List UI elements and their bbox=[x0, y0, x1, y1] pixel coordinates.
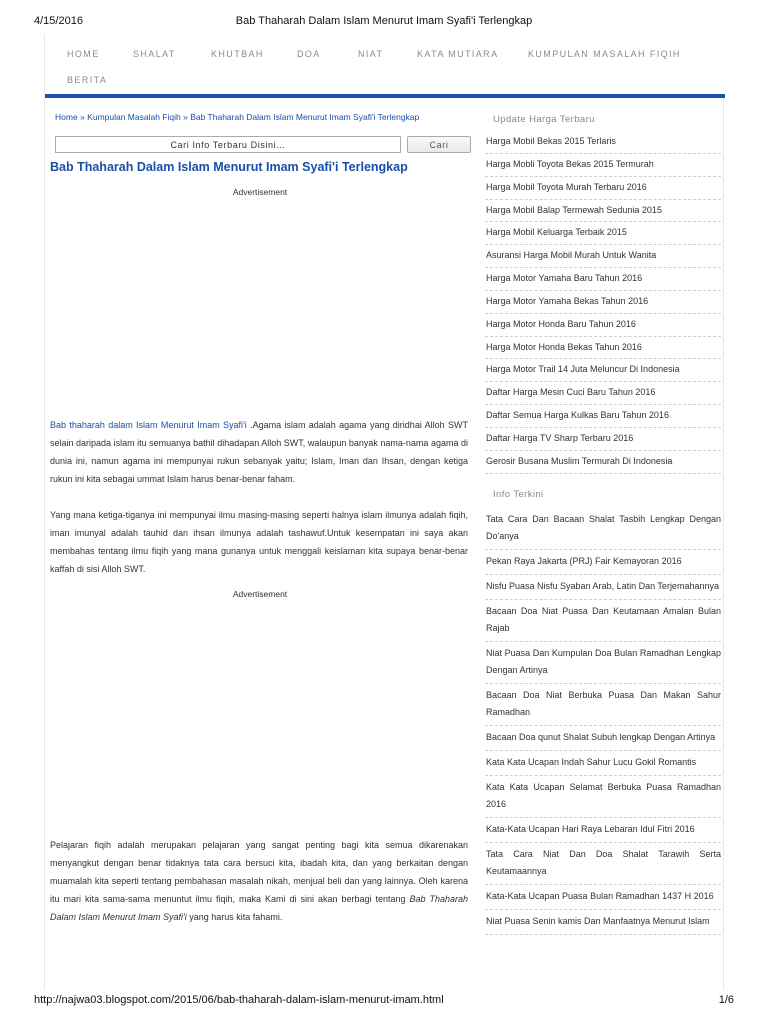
nav-item-kata-mutiara[interactable]: KATA MUTIARA bbox=[417, 49, 499, 59]
sidebar-link[interactable]: Harga Motor Trail 14 Juta Meluncur Di Indonesia bbox=[485, 359, 721, 382]
sidebar-link[interactable]: Harga Motor Yamaha Baru Tahun 2016 bbox=[485, 268, 721, 291]
sidebar-link[interactable]: Pekan Raya Jakarta (PRJ) Fair Kemayoran 2016 bbox=[485, 550, 721, 575]
breadcrumb-home-link[interactable]: Home bbox=[55, 112, 78, 122]
nav-item-home[interactable]: HOME bbox=[67, 49, 100, 59]
print-header bbox=[0, 15, 768, 31]
sidebar-link[interactable]: Niat Puasa Dan Kumpulan Doa Bulan Ramadhan Lengkap Dengan Artinya bbox=[485, 642, 721, 684]
sidebar-link[interactable]: Niat Puasa Senin kamis Dan Manfaatnya Menurut Islam bbox=[485, 910, 721, 935]
breadcrumb-current[interactable]: Bab Thaharah Dalam Islam Menurut Imam Syafi'i Terlengkap bbox=[190, 112, 420, 122]
post-title[interactable]: Bab Thaharah Dalam Islam Menurut Imam Syafi'i Terlengkap bbox=[50, 160, 408, 174]
sidebar-link[interactable]: Harga Motor Honda Baru Tahun 2016 bbox=[485, 314, 721, 337]
sidebar-link[interactable]: Harga Motor Yamaha Bekas Tahun 2016 bbox=[485, 291, 721, 314]
main-nav bbox=[45, 34, 725, 96]
breadcrumb-separator: » bbox=[80, 112, 85, 122]
sidebar-link[interactable]: Harga Mobil Bekas 2015 Terlaris bbox=[485, 131, 721, 154]
breadcrumb-separator: » bbox=[183, 112, 188, 122]
sidebar-link[interactable]: Harga Mobil Keluarga Terbaik 2015 bbox=[485, 222, 721, 245]
sidebar-link[interactable]: Bacaan Doa Niat Puasa Dan Keutamaan Amalan Bulan Rajab bbox=[485, 600, 721, 642]
breadcrumb bbox=[55, 112, 419, 122]
sidebar-heading-update-harga: Update Harga Terbaru bbox=[493, 114, 595, 125]
sidebar-link[interactable]: Gerosir Busana Muslim Termurah Di Indonesia bbox=[485, 451, 721, 474]
nav-item-khutbah[interactable]: KHUTBAH bbox=[211, 49, 264, 59]
search-button[interactable]: Cari bbox=[407, 136, 471, 153]
sidebar-link[interactable]: Daftar Semua Harga Kulkas Baru Tahun 2016 bbox=[485, 405, 721, 428]
print-page-number: 1/6 bbox=[718, 994, 734, 1006]
nav-item-berita[interactable]: BERITA bbox=[67, 75, 108, 85]
sidebar-link[interactable]: Bacaan Doa qunut Shalat Subuh lengkap Dengan Artinya bbox=[485, 726, 721, 751]
sidebar-link[interactable]: Kata-Kata Ucapan Hari Raya Lebaran Idul Fitri 2016 bbox=[485, 818, 721, 843]
post-paragraph-3-end: yang harus kita fahami. bbox=[186, 912, 283, 922]
nav-item-kumpulan-masalah-fiqih[interactable]: KUMPULAN MASALAH FIQIH bbox=[528, 49, 681, 59]
sidebar-link[interactable]: Tata Cara Niat Dan Doa Shalat Tarawih Serta Keutamaannya bbox=[485, 843, 721, 885]
sidebar-link[interactable]: Harga Mobli Toyota Bekas 2015 Termurah bbox=[485, 154, 721, 177]
post-paragraph-1 bbox=[50, 416, 468, 488]
print-footer bbox=[0, 994, 768, 1010]
sidebar-link[interactable]: Harga Motor Honda Bekas Tahun 2016 bbox=[485, 337, 721, 360]
sidebar-link[interactable]: Daftar Harga TV Sharp Terbaru 2016 bbox=[485, 428, 721, 451]
sidebar-heading-info-terkini: Info Terkini bbox=[493, 489, 544, 500]
nav-item-doa[interactable]: DOA bbox=[297, 49, 321, 59]
sidebar-link[interactable]: Nisfu Puasa Nisfu Syaban Arab, Latin Dan Terjemahannya bbox=[485, 575, 721, 600]
advertisement-label: Advertisement bbox=[232, 589, 288, 599]
blog-page bbox=[44, 34, 724, 990]
breadcrumb-category-link[interactable]: Kumpulan Masalah Fiqih bbox=[87, 112, 181, 122]
print-url: http://najwa03.blogspot.com/2015/06/bab-thaharah-dalam-islam-menurut-imam.html bbox=[34, 994, 444, 1006]
sidebar-link[interactable]: Tata Cara Dan Bacaan Shalat Tasbih Lengkap Dengan Do'anya bbox=[485, 508, 721, 550]
post-paragraph-3 bbox=[50, 836, 468, 926]
sidebar-link[interactable]: Bacaan Doa Niat Berbuka Puasa Dan Makan Sahur Ramadhan bbox=[485, 684, 721, 726]
sidebar-link[interactable]: Kata Kata Ucapan Indah Sahur Lucu Gokil Romantis bbox=[485, 751, 721, 776]
sidebar-link[interactable]: Daftar Harga Mesin Cuci Baru Tahun 2016 bbox=[485, 382, 721, 405]
post-paragraph-1-text: .Agama islam adalah agama yang diridhai Alloh SWT selain daripada islam itu semuanya bathil dihadapan Alloh SWT, walaupun banyak nama-nama agama di dunia ini, namun agama ini mempunyai rukun sebanyak yaitu; Islam, Iman dan Ihsan, dengan ketiga rukun ini kita sebagai ummat Islam harus benar-benar faham. bbox=[50, 420, 468, 484]
search-input[interactable] bbox=[55, 136, 401, 153]
post-paragraph-2: Yang mana ketiga-tiganya ini mempunyai ilmu masing-masing seperti halnya islam ilmunya adalah fiqih, iman imunyal adalah tauhid dan ihsan ilmunya adalah tashawuf.Untuk kesempatan ini saya akan membahas tentang ilmu fiqih yang mana gunanya untuk menggali keislaman kita supaya benar-benar kaffah di sisi Alloh SWT. bbox=[50, 510, 468, 574]
post-paragraph-3-text: Pelajaran fiqih adalah merupakan pelajaran yang sangat penting bagi kita semua dikarenakan menyangkut dengan benar tidaknya tata cara bersuci kita, ibadah kita, dan yang berkaitan dengan muamalah kita seperti tentang pembahasan masalah nikah, menjual beli dan yang lainnya. Oleh karena itu mari kita sama-sama menuntut ilmu fiqih, maka Kami di sini akan berbagi tentang bbox=[50, 840, 468, 904]
nav-accent-bar bbox=[45, 94, 725, 98]
post-keyword-link[interactable]: Bab thaharah dalam Islam Menurut Imam Syafi'i bbox=[50, 420, 247, 430]
sidebar-list-update-harga bbox=[485, 131, 721, 474]
sidebar-link[interactable]: Kata-Kata Ucapan Puasa Bulan Ramadhan 1437 H 2016 bbox=[485, 885, 721, 910]
sidebar-list-info-terkini bbox=[485, 508, 721, 935]
sidebar-link[interactable]: Harga Mobil Balap Termewah Sedunia 2015 bbox=[485, 200, 721, 223]
sidebar-link[interactable]: Harga Mobil Toyota Murah Terbaru 2016 bbox=[485, 177, 721, 200]
sidebar-link[interactable]: Kata Kata Ucapan Selamat Berbuka Puasa Ramadhan 2016 bbox=[485, 776, 721, 818]
nav-item-niat[interactable]: NIAT bbox=[358, 49, 384, 59]
advertisement-label: Advertisement bbox=[232, 187, 288, 197]
print-date: 4/15/2016 bbox=[34, 15, 83, 27]
nav-item-shalat[interactable]: SHALAT bbox=[133, 49, 176, 59]
print-title: Bab Thaharah Dalam Islam Menurut Imam Syafi'i Terlengkap bbox=[235, 15, 533, 27]
sidebar-link[interactable]: Asuransi Harga Mobil Murah Untuk Wanita bbox=[485, 245, 721, 268]
post-paragraph-3-emphasis: Bab Thaharah Dalam Islam Menurut Imam Syafi'i bbox=[50, 894, 468, 922]
